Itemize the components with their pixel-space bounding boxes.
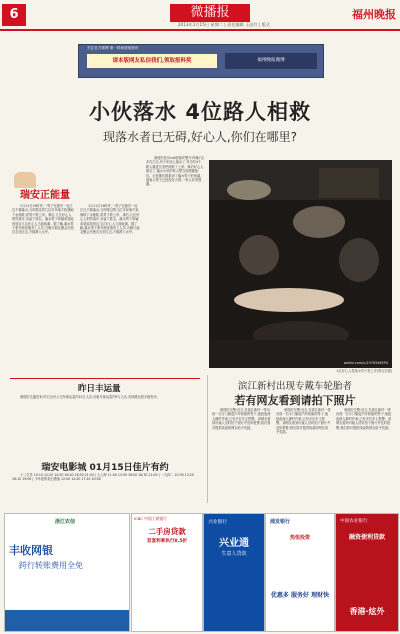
- rescue-photo: [209, 160, 392, 368]
- movie-title: 瑞安电影城 01月15日佳片有约: [41, 463, 169, 473]
- lead-headline: 小伙落水 4位路人相救: [89, 100, 311, 124]
- ad2-brand: ICBC 中国工商银行: [134, 516, 167, 521]
- ad5-slogan: 融资便利贷款: [348, 534, 385, 541]
- lead-col1-text: 1月11日19时许,一男子在瑞安一处江边不慎落水,当时路过的几位市民毫不犹豫地下水施救,将男子救上岸。事后,几位好心人悄然离开,未留下姓名。落水男子家属希望能找到这几位好心人当面致谢。据了解,落水男子系外地来瑞务工人员,当晚与朋友聚会后独自走到江边,不慎滑入水中。: [12, 204, 74, 235]
- rescue-photo-graphic: [209, 160, 392, 368]
- story2-column-3: [336, 408, 392, 506]
- ad-icbc[interactable]: [131, 513, 203, 632]
- ad1-brand: 浙江农信: [55, 519, 76, 525]
- masthead-logo: 福州晚报: [352, 8, 396, 21]
- movie-text: 十二生肖 10:10 12:20 14:30 16:40 18:50 21:00 | 大上海 11:00 13:30 16:00 18:30 21:00 | 一九四二 10:30 13:20 16:10 19:00 | 少年派的奇幻漂流 12:00 14:40 17:20 20:00: [12, 473, 194, 482]
- story2-headline: 若有网友看到请拍下照片: [234, 394, 356, 407]
- lead-subhead: 现落水者已无碍,好心人,你们在哪里?: [103, 130, 297, 144]
- footer-ads: [0, 513, 400, 634]
- banner-right-text: 福州晚报微博: [225, 53, 317, 69]
- movie-body: [12, 473, 202, 509]
- ad4-brand: 浦发银行: [270, 519, 291, 525]
- section-rule: [10, 378, 200, 379]
- dateline: 2013年1月15日 星期二 | 责任编辑 王品红 | 版式: [177, 22, 271, 27]
- header-rule: [0, 29, 400, 31]
- traffic-text: @瑞安交通发布:昨日全市公交车客运量约12万人次,出租车客运量约5万人次,各线路运营平稳有序。: [20, 395, 160, 399]
- traffic-body: [12, 395, 202, 453]
- positive-energy-badge: [10, 170, 70, 200]
- lead-col1b-text: 1月11日19时许,一男子在瑞安一处江边不慎落水,当时路过的几位市民毫不犹豫地下水施救,将男子救上岸。事后,几位好心人悄然离开,未留下姓名。落水男子家属希望能找到这几位好心人当面致谢。据了解,落水男子系外地来瑞务工人员,当晚与朋友聚会后独自走到江边,不慎滑入水中。: [80, 204, 140, 235]
- story2-column-1: [212, 408, 272, 506]
- ad2-slogan: 二手房贷款: [148, 527, 186, 536]
- ad1-sub: 跨行转账费用全免: [19, 561, 83, 570]
- banner-left-text: 关注官方微博 第一时间获取资讯: [87, 46, 139, 50]
- lead-column-2: [146, 156, 204, 374]
- badge-text: 瑞安正能量: [20, 190, 70, 201]
- ad3-brand: 兴业银行: [208, 520, 228, 525]
- ad-spdb[interactable]: [265, 513, 335, 632]
- ad-industrial-bank[interactable]: [203, 513, 265, 632]
- section-title: 微播报: [170, 4, 250, 22]
- lead-column-1b: [80, 204, 140, 374]
- ad3-sub: 生意人贷款: [221, 551, 247, 557]
- ad2-sub: 首套利率执行8.5折: [146, 539, 188, 544]
- ad3-slogan: 兴业通: [219, 538, 249, 549]
- photo-credit: weibo.com/u/1976346590: [343, 360, 388, 365]
- ad-rural-bank[interactable]: [4, 513, 130, 632]
- banner-main-text: 请本版网友私信我们,领取报料奖: [87, 54, 217, 68]
- ad4-sub: 优惠多 服务好 理财快: [270, 592, 330, 599]
- lead-col2-text: @瑞安发布call@瑞安警方:昨晚7点多在江边,有个年轻人落水了,旁边有4个路人跳进江里把他救了上来。事后好心人都走了,落水小伙的家人想当面感谢他们。记者随后联系到了落水男子的家属,他表示男子已经没有大碍,一家人非常感激。: [146, 156, 204, 187]
- story2-kicker: 滨江新村出现专戴车轮胎者: [237, 381, 352, 392]
- traffic-title: 昨日丰运量: [78, 384, 121, 394]
- photo-caption: 4位好心人将落水男子救上岸(网友拍摄): [336, 369, 392, 373]
- ad1-footer-band: [5, 610, 129, 631]
- story2-text-1: @瑞安交警:近日,在滨江新村一带出现一名专门偷盗汽车轮胎的男子,他趁夜深人静时作案,已有多位车主报警。请网友看到可疑人员时拍下照片并及时报警,我们将对提供线索的网友给予奖励。: [212, 408, 271, 430]
- ad5-brand: 中国农业银行: [340, 519, 368, 524]
- column-divider: [207, 375, 208, 503]
- ad4-slogan: 热恒投资: [289, 535, 310, 541]
- top-banner-ad[interactable]: [78, 44, 324, 78]
- page-number: 6: [2, 4, 26, 26]
- story2-text-3: @瑞安交警:近日,在滨江新村一带出现一名专门偷盗汽车轮胎的男子,他趁夜深人静时作案,已有多位车主报警。请网友看到可疑人员时拍下照片并及时报警,我们将对提供线索的网友给予奖励。: [336, 408, 392, 430]
- ad-agri-bank[interactable]: [335, 513, 399, 632]
- story2-text-2: @瑞安交警:近日,在滨江新村一带出现一名专门偷盗汽车轮胎的男子,他趁夜深人静时作案,已有多位车主报警。请网友看到可疑人员时拍下照片并及时报警,我们将对提供线索的网友给予奖励。: [276, 408, 331, 435]
- ad5-sub: 香港·炫外: [349, 607, 385, 616]
- ad1-slogan: 丰收网银: [9, 544, 53, 557]
- story2-column-2: [276, 408, 331, 506]
